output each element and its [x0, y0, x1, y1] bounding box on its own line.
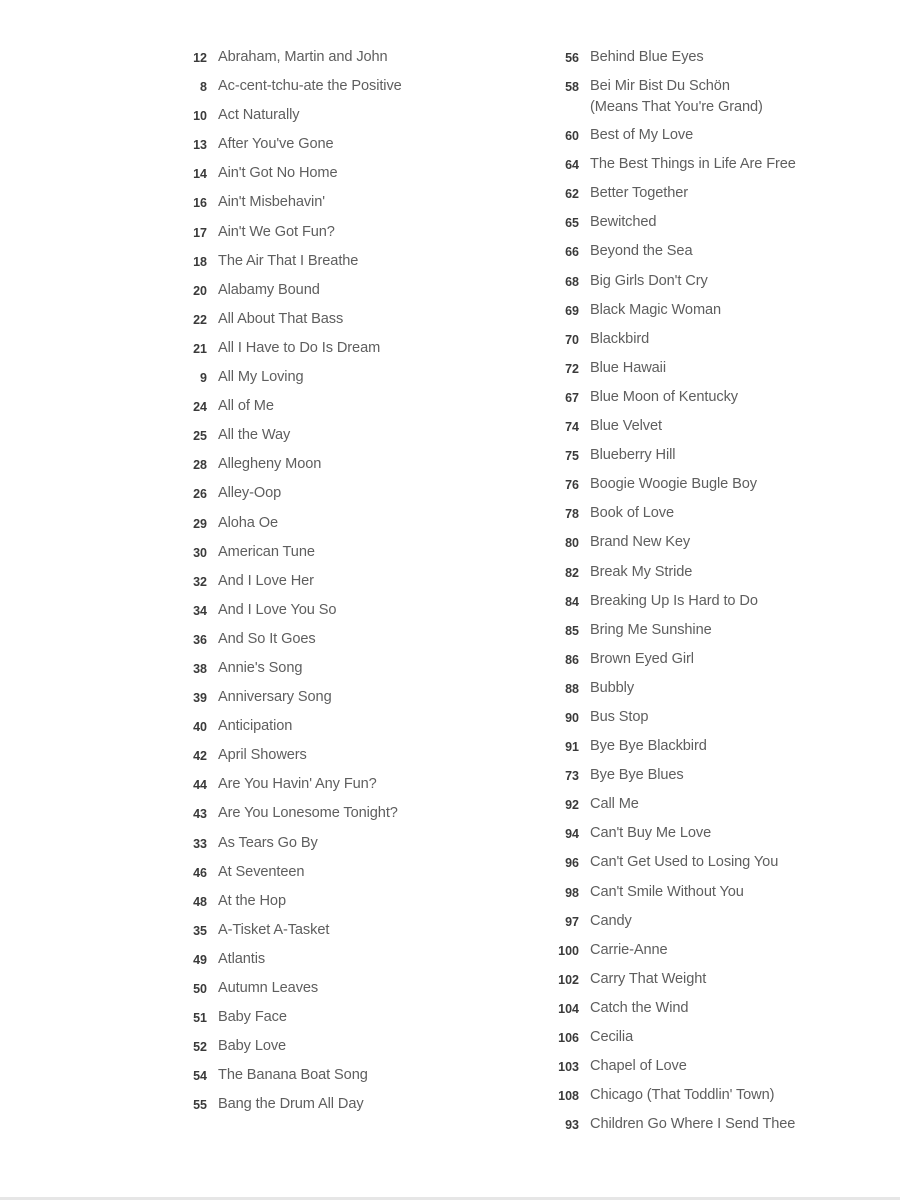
contents-entry[interactable]	[150, 600, 510, 629]
contents-entry[interactable]	[520, 852, 850, 881]
page-number: 54	[193, 1069, 207, 1084]
song-title: Can't Smile Without You	[590, 883, 744, 900]
song-title: Call Me	[590, 796, 639, 813]
song-title: As Tears Go By	[218, 834, 318, 851]
song-title: Ain't Got No Home	[218, 165, 338, 182]
contents-entry[interactable]	[150, 134, 510, 163]
song-title: Big Girls Don't Cry	[590, 272, 708, 289]
page-number: 32	[193, 574, 207, 589]
song-title: Catch the Wind	[590, 999, 689, 1016]
song-title: Baby Love	[218, 1038, 287, 1055]
contents-left-column	[150, 47, 510, 1123]
song-title: Abraham, Martin and John	[218, 49, 388, 65]
contents-entry[interactable]	[150, 949, 510, 978]
page-number: 42	[193, 749, 207, 764]
contents-entry[interactable]	[150, 774, 510, 803]
page-number: 50	[193, 982, 207, 996]
contents-entry[interactable]	[520, 271, 850, 300]
page-number: 60	[565, 129, 579, 144]
contents-entry[interactable]	[150, 454, 510, 483]
contents-entry[interactable]	[150, 396, 510, 425]
song-title: Carry That Weight	[590, 970, 707, 987]
contents-entry[interactable]	[520, 387, 850, 416]
song-title: Blue Moon of Kentucky	[590, 388, 738, 405]
song-title: Carrie-Anne	[590, 941, 668, 958]
song-title: All the Way	[218, 427, 291, 444]
contents-entry[interactable]	[150, 47, 510, 76]
contents-entry[interactable]	[520, 823, 850, 852]
contents-entry[interactable]	[520, 76, 850, 125]
page-number: 55	[193, 1098, 207, 1113]
song-title: Bubbly	[590, 679, 635, 696]
contents-entry[interactable]	[150, 571, 510, 600]
song-title: Cecilia	[590, 1029, 634, 1045]
song-title: Anticipation	[218, 718, 293, 735]
song-title: Aloha Oe	[218, 514, 279, 531]
contents-entry[interactable]	[520, 998, 850, 1027]
contents-entry[interactable]	[520, 678, 850, 707]
song-title: Can't Get Used to Losing You	[590, 854, 779, 871]
contents-entry[interactable]	[520, 358, 850, 387]
contents-entry[interactable]	[520, 649, 850, 678]
page-number: 76	[565, 478, 579, 493]
song-title: All of Me	[218, 398, 274, 415]
song-title: Anniversary Song	[218, 689, 332, 706]
page-number: 72	[565, 361, 579, 376]
page-number: 18	[193, 254, 207, 269]
song-title: At Seventeen	[218, 863, 305, 880]
contents-entry[interactable]	[150, 163, 510, 192]
contents-entry[interactable]	[150, 920, 510, 949]
song-title: Blue Hawaii	[590, 359, 666, 376]
contents-entry[interactable]	[520, 1085, 850, 1114]
page-number: 38	[193, 661, 207, 676]
contents-entry[interactable]	[520, 1056, 850, 1085]
page-number: 64	[565, 158, 579, 173]
song-title: And So It Goes	[218, 630, 316, 647]
song-title: Can't Buy Me Love	[590, 825, 712, 842]
song-title: And I Love Her	[218, 572, 314, 589]
contents-entry[interactable]	[150, 716, 510, 745]
song-title: Ain't We Got Fun?	[218, 223, 335, 240]
page-number: 43	[193, 807, 207, 822]
contents-entry[interactable]	[520, 503, 850, 532]
song-title: Bye Bye Blackbird	[590, 738, 707, 755]
page-number: 56	[565, 51, 579, 65]
song-title: Blueberry Hill	[590, 447, 676, 464]
song-title: Annie's Song	[218, 659, 303, 676]
contents-entry[interactable]	[520, 562, 850, 591]
page-number: 24	[193, 400, 207, 415]
contents-entry[interactable]	[150, 425, 510, 454]
contents-entry[interactable]	[150, 1007, 510, 1036]
contents-entry[interactable]	[150, 687, 510, 716]
song-title: Atlantis	[218, 950, 266, 967]
contents-entry[interactable]	[150, 192, 510, 221]
page-number: 36	[193, 632, 207, 647]
song-title: The Banana Boat Song	[218, 1067, 368, 1084]
song-title: Allegheny Moon	[218, 456, 322, 473]
page-number: 100	[558, 943, 579, 958]
contents-entry[interactable]	[520, 1027, 850, 1056]
page-number: 68	[565, 274, 579, 289]
page-number: 21	[193, 341, 207, 356]
contents-entry[interactable]	[520, 47, 850, 76]
page-number: 73	[565, 769, 579, 784]
song-title: Black Magic Woman	[590, 301, 722, 318]
contents-entry[interactable]	[520, 1114, 850, 1143]
page-number: 26	[193, 487, 207, 502]
song-title: Autumn Leaves	[218, 980, 319, 996]
page-number: 103	[558, 1060, 579, 1075]
page-number: 84	[565, 594, 579, 609]
contents-entry[interactable]	[150, 76, 510, 105]
song-title: Behind Blue Eyes	[590, 49, 704, 65]
page-number: 25	[193, 429, 207, 444]
song-title: Brown Eyed Girl	[590, 650, 694, 667]
contents-entry[interactable]	[520, 241, 850, 270]
song-title: Bring Me Sunshine	[590, 621, 712, 638]
page-number: 70	[565, 332, 579, 347]
song-title: All About That Bass	[218, 310, 344, 327]
contents-entry[interactable]	[150, 280, 510, 309]
song-title-line2: (Means That You're Grand)	[590, 99, 763, 116]
contents-entry[interactable]	[520, 532, 850, 561]
page-number: 106	[558, 1031, 579, 1045]
page-number: 69	[565, 303, 579, 318]
page-number: 82	[565, 565, 579, 580]
contents-entry[interactable]	[150, 1036, 510, 1065]
song-title-line1: Bei Mir Bist Du Schön	[590, 78, 730, 95]
song-title: Brand New Key	[590, 534, 691, 551]
song-title: April Showers	[218, 747, 307, 764]
contents-entry[interactable]	[150, 862, 510, 891]
song-title: Better Together	[590, 185, 689, 202]
contents-entry[interactable]	[150, 367, 510, 396]
contents-entry[interactable]	[520, 969, 850, 998]
page-number: 33	[193, 836, 207, 851]
song-title: Candy	[590, 912, 632, 929]
song-title: Baby Face	[218, 1009, 287, 1026]
song-title: Book of Love	[590, 505, 674, 522]
page-number: 44	[193, 778, 207, 793]
song-title: Boogie Woogie Bugle Boy	[590, 476, 757, 493]
contents-entry[interactable]	[150, 513, 510, 542]
song-title: Alley-Oop	[218, 485, 282, 502]
page-number: 14	[193, 167, 207, 182]
contents-entry[interactable]	[520, 125, 850, 154]
song-title: After You've Gone	[218, 136, 334, 153]
page-number: 10	[193, 109, 207, 124]
song-title: The Best Things in Life Are Free	[590, 156, 796, 173]
page-number: 40	[193, 720, 207, 735]
song-title: Are You Lonesome Tonight?	[218, 805, 398, 822]
page-number: 94	[565, 827, 579, 842]
song-title: Act Naturally	[218, 107, 300, 124]
page-number: 29	[193, 516, 207, 531]
page-number: 8	[200, 80, 207, 95]
contents-entry[interactable]	[520, 329, 850, 358]
page-number: 65	[565, 216, 579, 231]
song-title: Chicago (That Toddlin' Town)	[590, 1087, 775, 1104]
song-title: American Tune	[218, 543, 315, 560]
contents-entry[interactable]	[520, 154, 850, 183]
song-title: Blue Velvet	[590, 418, 662, 435]
contents-entry[interactable]	[150, 745, 510, 774]
page-number: 48	[193, 894, 207, 909]
contents-entry[interactable]	[150, 803, 510, 832]
page-number: 20	[193, 283, 207, 298]
song-title: Chapel of Love	[590, 1058, 687, 1075]
page-number: 90	[565, 710, 579, 725]
page-number: 74	[565, 420, 579, 435]
song-title: Break My Stride	[590, 563, 693, 580]
page-number: 92	[565, 798, 579, 813]
contents-entry[interactable]	[520, 620, 850, 649]
page-number: 108	[558, 1089, 579, 1104]
song-title	[590, 76, 763, 118]
song-title: Are You Havin' Any Fun?	[218, 776, 377, 793]
contents-entry[interactable]	[150, 891, 510, 920]
contents-entry[interactable]	[520, 765, 850, 794]
song-title: Best of My Love	[590, 127, 694, 144]
page-number: 91	[565, 740, 579, 755]
contents-entry[interactable]	[150, 338, 510, 367]
song-title: Bang the Drum All Day	[218, 1096, 364, 1113]
page-number: 52	[193, 1040, 207, 1055]
contents-entry[interactable]	[150, 658, 510, 687]
song-title: Breaking Up Is Hard to Do	[590, 592, 758, 609]
page-number: 104	[558, 1001, 579, 1016]
contents-entry[interactable]	[150, 483, 510, 512]
song-title: The Air That I Breathe	[218, 252, 359, 269]
page-number: 96	[565, 856, 579, 871]
song-title: All I Have to Do Is Dream	[218, 339, 381, 356]
page-number: 35	[193, 923, 207, 938]
page-number: 46	[193, 865, 207, 880]
contents-entry[interactable]	[520, 707, 850, 736]
contents-entry[interactable]	[150, 309, 510, 338]
page-number: 98	[565, 885, 579, 900]
page-number: 51	[193, 1011, 207, 1026]
page-number: 22	[193, 312, 207, 327]
page-number: 80	[565, 536, 579, 551]
contents-entry[interactable]	[150, 629, 510, 658]
page-number: 78	[565, 507, 579, 522]
page-number: 88	[565, 681, 579, 696]
contents-entry[interactable]	[150, 542, 510, 571]
page-number: 102	[558, 972, 579, 987]
contents-entry[interactable]	[150, 833, 510, 862]
contents-entry[interactable]	[150, 978, 510, 1007]
song-title: All My Loving	[218, 369, 304, 386]
page-number: 30	[193, 545, 207, 560]
page-number: 49	[193, 952, 207, 967]
contents-entry[interactable]	[150, 251, 510, 280]
page-number: 86	[565, 652, 579, 667]
page-number: 75	[565, 449, 579, 464]
song-title: At the Hop	[218, 892, 286, 909]
contents-entry[interactable]	[520, 445, 850, 474]
contents-entry[interactable]	[150, 1065, 510, 1094]
song-title: And I Love You So	[218, 601, 337, 618]
page-number: 93	[565, 1118, 579, 1133]
contents-entry[interactable]	[520, 591, 850, 620]
song-title: A-Tisket A-Tasket	[218, 921, 330, 938]
page-number: 85	[565, 623, 579, 638]
page-number: 16	[193, 196, 207, 211]
page-number: 28	[193, 458, 207, 473]
song-title: Bye Bye Blues	[590, 767, 684, 784]
contents-entry[interactable]	[520, 911, 850, 940]
song-title: Bewitched	[590, 214, 657, 231]
contents-entry[interactable]	[150, 222, 510, 251]
contents-entry[interactable]	[520, 212, 850, 241]
contents-right-column	[520, 47, 850, 1143]
page-number: 66	[565, 245, 579, 260]
contents-entry[interactable]	[520, 474, 850, 503]
contents-entry[interactable]	[520, 940, 850, 969]
song-title: Beyond the Sea	[590, 243, 693, 260]
contents-entry[interactable]	[520, 416, 850, 445]
contents-entry[interactable]	[520, 736, 850, 765]
page-number: 12	[193, 51, 207, 65]
contents-entry[interactable]	[520, 794, 850, 823]
song-title: Ain't Misbehavin'	[218, 194, 325, 211]
contents-entry[interactable]	[150, 1094, 510, 1123]
page-number: 67	[565, 390, 579, 405]
contents-entry[interactable]	[520, 882, 850, 911]
contents-entry[interactable]	[520, 300, 850, 329]
song-title: Children Go Where I Send Thee	[590, 1116, 796, 1133]
page-number: 34	[193, 603, 207, 618]
page-number: 39	[193, 691, 207, 706]
page-number: 62	[565, 187, 579, 202]
contents-entry[interactable]	[520, 183, 850, 212]
song-title: Alabamy Bound	[218, 281, 320, 298]
page-number: 13	[193, 138, 207, 153]
contents-entry[interactable]	[150, 105, 510, 134]
page-number: 58	[565, 80, 579, 95]
song-title: Blackbird	[590, 330, 650, 347]
song-title: Bus Stop	[590, 708, 649, 725]
page-number: 17	[193, 225, 207, 240]
page-number: 9	[200, 371, 207, 386]
song-title: Ac-cent-tchu-ate the Positive	[218, 78, 402, 95]
page-number: 97	[565, 914, 579, 929]
